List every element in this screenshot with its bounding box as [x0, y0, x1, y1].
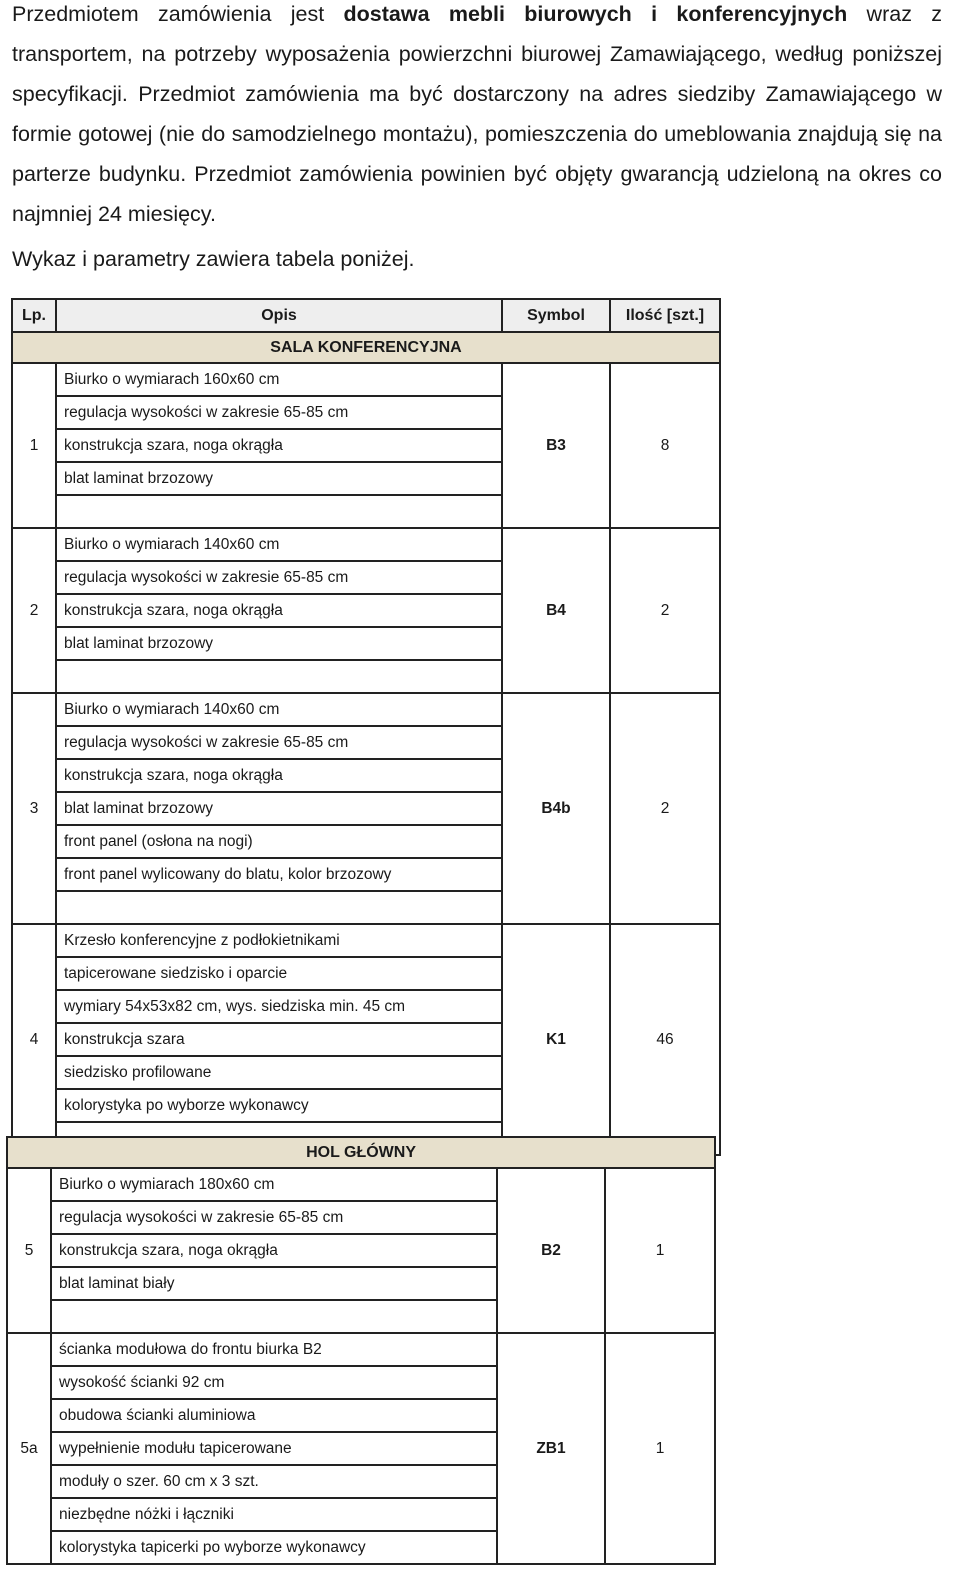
item-quantity: 2	[610, 693, 720, 924]
item-number: 4	[12, 924, 56, 1155]
table-row	[12, 693, 720, 726]
item-description-line: blat laminat biały	[51, 1267, 497, 1300]
item-symbol: ZB1	[497, 1333, 605, 1564]
intro-text-bold: dostawa mebli biurowych i konferencyjnych	[343, 2, 848, 26]
item-description-line: wymiary 54x53x82 cm, wys. siedziska min. 45 cm	[56, 990, 502, 1023]
item-description-line: Biurko o wymiarach 140x60 cm	[56, 528, 502, 561]
intro-text-b: wraz z transportem, na potrzeby wyposażenia powierzchni biurowej Zamawiającego, według poniższej specyfikacji. Przedmiot zamówienia ma być dostarczony na adres siedziby Zamawiającego w formie gotowej (nie do samodzielnego montażu), pomieszczenia do umeblowania znajdują się na parterze budynku. Przedmiot zamówienia powinien być objęty gwarancją udzieloną na okres co najmniej 24 miesięcy.	[12, 2, 942, 226]
item-description-line: konstrukcja szara	[56, 1023, 502, 1056]
item-description-line: blat laminat brzozowy	[56, 627, 502, 660]
header-lp: Lp.	[12, 299, 56, 332]
table-row	[7, 1333, 715, 1366]
item-symbol: B4b	[502, 693, 610, 924]
item-symbol: B4	[502, 528, 610, 693]
item-number: 5a	[7, 1333, 51, 1564]
item-description-line: Krzesło konferencyjne z podłokietnikami	[56, 924, 502, 957]
item-description-line: tapicerowane siedzisko i oparcie	[56, 957, 502, 990]
item-description-line: konstrukcja szara, noga okrągła	[51, 1234, 497, 1267]
item-description-line: ścianka modułowa do frontu biurka B2	[51, 1333, 497, 1366]
item-description-line: regulacja wysokości w zakresie 65-85 cm	[51, 1201, 497, 1234]
item-description-line: Biurko o wymiarach 160x60 cm	[56, 363, 502, 396]
specification-table-hall	[6, 1136, 716, 1565]
item-description-line: front panel wylicowany do blatu, kolor brzozowy	[56, 858, 502, 891]
item-number: 3	[12, 693, 56, 924]
item-description-line: konstrukcja szara, noga okrągła	[56, 759, 502, 792]
item-symbol: K1	[502, 924, 610, 1155]
item-description-line: regulacja wysokości w zakresie 65-85 cm	[56, 561, 502, 594]
item-quantity: 1	[605, 1168, 715, 1333]
item-description-line: konstrukcja szara, noga okrągła	[56, 594, 502, 627]
table-header-row	[12, 299, 720, 332]
item-description-line	[56, 660, 502, 693]
item-description-line: obudowa ścianki aluminiowa	[51, 1399, 497, 1432]
item-number: 2	[12, 528, 56, 693]
item-number: 1	[12, 363, 56, 528]
item-description-line: regulacja wysokości w zakresie 65-85 cm	[56, 396, 502, 429]
item-description-line: konstrukcja szara, noga okrągła	[56, 429, 502, 462]
item-description-line: blat laminat brzozowy	[56, 462, 502, 495]
item-quantity: 1	[605, 1333, 715, 1564]
item-symbol: B2	[497, 1168, 605, 1333]
item-description-line: blat laminat brzozowy	[56, 792, 502, 825]
item-description-line: wysokość ścianki 92 cm	[51, 1366, 497, 1399]
table-row	[7, 1168, 715, 1201]
item-description-line	[51, 1300, 497, 1333]
item-description-line: moduły o szer. 60 cm x 3 szt.	[51, 1465, 497, 1498]
table-row	[12, 924, 720, 957]
header-symbol: Symbol	[502, 299, 610, 332]
item-description-line: front panel (osłona na nogi)	[56, 825, 502, 858]
intro-text-a: Przedmiotem zamówienia jest	[12, 2, 344, 26]
item-description-line: siedzisko profilowane	[56, 1056, 502, 1089]
table-intro-note: Wykaz i parametry zawiera tabela poniżej.	[12, 247, 415, 271]
section-row	[12, 332, 720, 363]
specification-table-conference	[11, 298, 721, 1156]
section-row	[7, 1137, 715, 1168]
header-opis: Opis	[56, 299, 502, 332]
item-description-line: Biurko o wymiarach 140x60 cm	[56, 693, 502, 726]
item-description-line: wypełnienie modułu tapicerowane	[51, 1432, 497, 1465]
item-quantity: 46	[610, 924, 720, 1155]
table-row	[12, 363, 720, 396]
item-description-line: kolorystyka tapicerki po wyborze wykonawcy	[51, 1531, 497, 1564]
section-title: HOL GŁÓWNY	[7, 1137, 715, 1168]
item-symbol: B3	[502, 363, 610, 528]
intro-paragraph	[12, 0, 942, 234]
item-description-line: regulacja wysokości w zakresie 65-85 cm	[56, 726, 502, 759]
header-ilosc: Ilość [szt.]	[610, 299, 720, 332]
item-quantity: 8	[610, 363, 720, 528]
item-number: 5	[7, 1168, 51, 1333]
section-title: SALA KONFERENCYJNA	[12, 332, 720, 363]
item-description-line: kolorystyka po wyborze wykonawcy	[56, 1089, 502, 1122]
item-description-line	[56, 495, 502, 528]
item-description-line: niezbędne nóżki i łączniki	[51, 1498, 497, 1531]
item-description-line	[56, 891, 502, 924]
item-quantity: 2	[610, 528, 720, 693]
table-row	[12, 528, 720, 561]
item-description-line: Biurko o wymiarach 180x60 cm	[51, 1168, 497, 1201]
